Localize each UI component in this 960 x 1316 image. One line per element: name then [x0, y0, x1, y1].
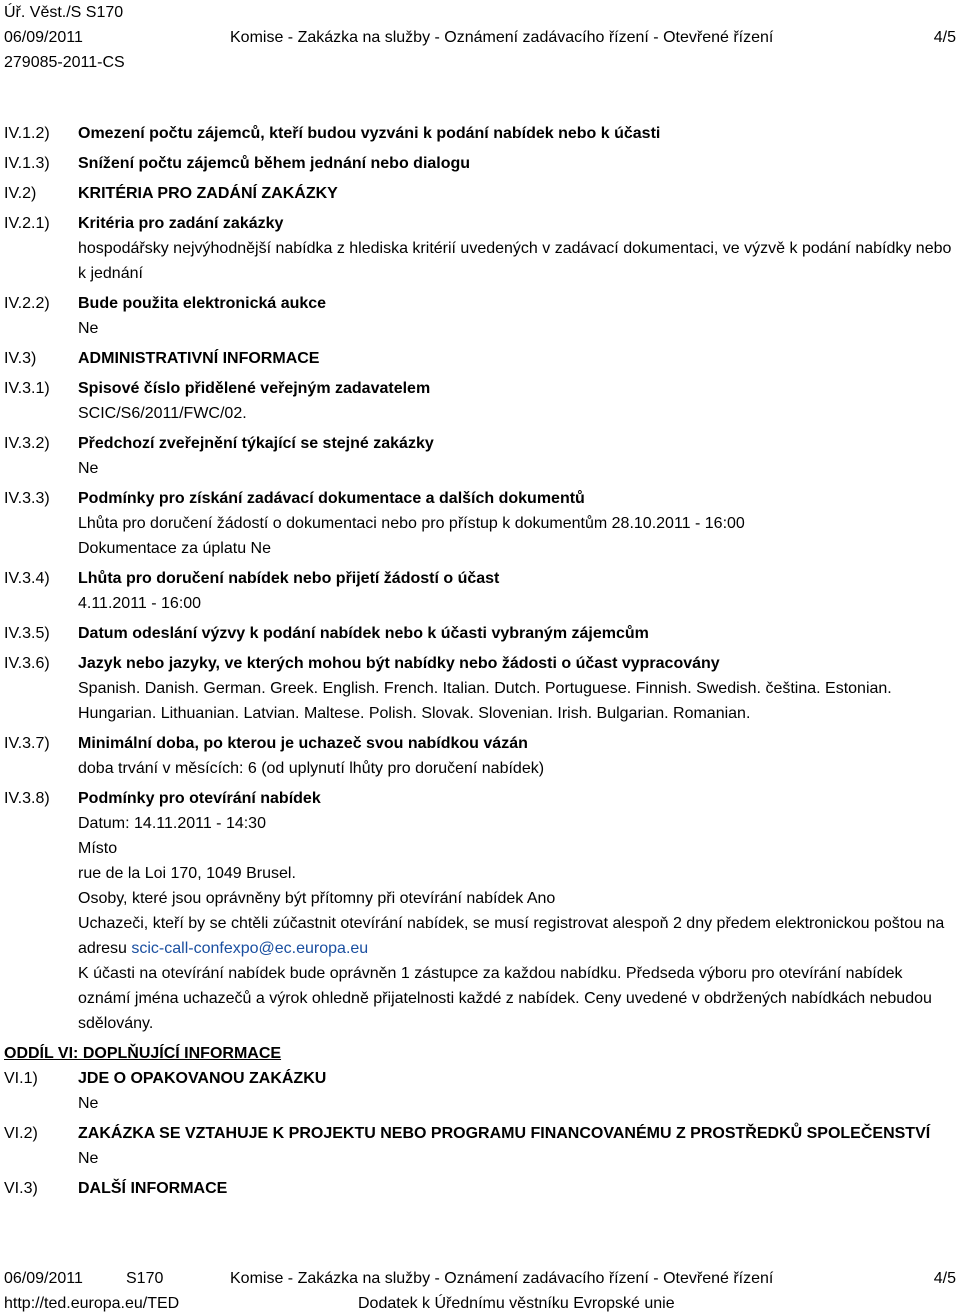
- opening-date: Datum: 14.11.2011 - 14:30: [78, 815, 266, 832]
- section-item: [4, 486, 956, 561]
- header-date: 06/09/2011: [4, 29, 83, 46]
- section-title: Předchozí zveřejnění týkající se stejné zakázky: [78, 435, 434, 452]
- section-number: VI.2): [4, 1125, 38, 1142]
- section-body: Dokumentace za úplatu Ne: [78, 540, 271, 557]
- section-title: Omezení počtu zájemců, kteří budou vyzváni k podání nabídek nebo k účasti: [78, 125, 661, 142]
- section-number: IV.1.3): [4, 155, 50, 172]
- section-number: IV.3.6): [4, 655, 50, 672]
- section-number: VI.3): [4, 1180, 38, 1197]
- section-item: [4, 651, 956, 726]
- section-item: [4, 346, 956, 371]
- section-vi-title: ODDÍL VI: DOPLŇUJÍCÍ INFORMACE: [4, 1045, 282, 1062]
- section-number: IV.3.5): [4, 625, 50, 642]
- section-number: IV.1.2): [4, 125, 50, 142]
- section-item: [4, 291, 956, 341]
- section-title: Minimální doba, po kterou je uchazeč svou nabídkou vázán: [78, 735, 528, 752]
- footer-url[interactable]: http://ted.europa.eu/TED: [4, 1295, 180, 1312]
- section-body: Ne: [78, 1150, 99, 1167]
- section-number: IV.2): [4, 185, 37, 202]
- section-item: [4, 621, 956, 646]
- section-item: [4, 151, 956, 176]
- persons-allowed: Osoby, které jsou oprávněny být přítomny při otevírání nabídek Ano: [78, 890, 556, 907]
- section-title: Datum odeslání výzvy k podání nabídek nebo k účasti vybraným zájemcům: [78, 625, 649, 642]
- place-address: rue de la Loi 170, 1049 Brusel.: [78, 865, 296, 882]
- section-title: Bude použita elektronická aukce: [78, 295, 327, 312]
- journal-ref: Úř. Věst./S S170: [4, 4, 124, 21]
- section-body: Spanish. Danish. German. Greek. English. French. Italian. Dutch. Portuguese. Finnish. Swedish. čeština. Estonian. Hungarian. Lithuanian. Latvian. Maltese. Polish. Slovak. Slovenian. Irish. Bulgarian. Romanian.: [78, 680, 892, 722]
- section-body: Lhůta pro doručení žádostí o dokumentaci nebo pro přístup k dokumentům 28.10.2011 - 16:00: [78, 515, 745, 532]
- section-vi-item: [4, 1121, 956, 1171]
- footer-date: 06/09/2011: [4, 1270, 83, 1287]
- section-item: [4, 211, 956, 286]
- section-title: Podmínky pro získání zadávací dokumentace a dalších dokumentů: [78, 490, 585, 507]
- footer-page-number: 4/5: [933, 1270, 956, 1287]
- section-title: Lhůta pro doručení nabídek nebo přijetí žádostí o účast: [78, 570, 500, 587]
- section-vi-item: [4, 1066, 956, 1116]
- email-link[interactable]: scic-call-confexpo@ec.europa.eu: [131, 940, 369, 957]
- page-footer: [4, 1266, 956, 1316]
- section-number: IV.3.3): [4, 490, 50, 507]
- section-body: SCIC/S6/2011/FWC/02.: [78, 405, 247, 422]
- registration-text: Uchazeči, kteří by se chtěli zúčastnit otevírání nabídek, se musí registrovat alespoň 2 dny předem elektronickou poštou na adresu: [78, 915, 945, 957]
- document-body: [4, 121, 956, 1206]
- footer-title: Komise - Zakázka na služby - Oznámení zadávacího řízení - Otevřené řízení: [230, 1270, 774, 1287]
- section-item: [4, 566, 956, 616]
- notice-id: 279085-2011-CS: [4, 54, 125, 71]
- place-label: Místo: [78, 840, 118, 857]
- header-page-number: 4/5: [933, 29, 956, 46]
- section-item: [4, 181, 956, 206]
- section-title: ZAKÁZKA SE VZTAHUJE K PROJEKTU NEBO PROGRAMU FINANCOVANÉMU Z PROSTŘEDKŮ SPOLEČENSTVÍ: [78, 1125, 931, 1142]
- section-title: Spisové číslo přidělené veřejným zadavatelem: [78, 380, 431, 397]
- section-item: [4, 431, 956, 481]
- section-item: [4, 731, 956, 781]
- section-body: doba trvání v měsících: 6 (od uplynutí lhůty pro doručení nabídek): [78, 760, 545, 777]
- section-title: Kritéria pro zadání zakázky: [78, 215, 284, 232]
- section-body: Ne: [78, 1095, 99, 1112]
- footer-code: S170: [126, 1270, 164, 1287]
- section-title: Jazyk nebo jazyky, ve kterých mohou být nabídky nebo žádosti o účast vypracovány: [78, 655, 720, 672]
- section-item: [4, 121, 956, 146]
- section-number: IV.3.4): [4, 570, 50, 587]
- page-header: [4, 0, 956, 75]
- section-number: IV.3): [4, 350, 37, 367]
- section-list: [4, 121, 956, 781]
- section-vi-item: [4, 1176, 956, 1201]
- section-body: hospodářsky nejvýhodnější nabídka z hlediska kritérií uvedených v zadávací dokumentaci, ve výzvě k podání nabídky nebo k jednání: [78, 240, 952, 282]
- section-body: Ne: [78, 320, 99, 337]
- section-vi-list: [4, 1066, 956, 1201]
- section-body: Ne: [78, 460, 99, 477]
- section-title: Podmínky pro otevírání nabídek: [78, 790, 321, 807]
- attendance-info: K účasti na otevírání nabídek bude oprávněn 1 zástupce za každou nabídku. Předseda výboru pro otevírání nabídek oznámí jména uchazečů a výrok ohledně přijatelnosti každé z nabídek. Ceny uvedené v obdržených nabídkách nebudou sdělovány.: [78, 965, 932, 1032]
- footer-subtitle: Dodatek k Úřednímu věstníku Evropské unie: [358, 1295, 675, 1312]
- section-body: 4.11.2011 - 16:00: [78, 595, 202, 612]
- section-number: IV.3.2): [4, 435, 50, 452]
- section-number: IV.3.7): [4, 735, 50, 752]
- header-title: Komise - Zakázka na služby - Oznámení zadávacího řízení - Otevřené řízení: [230, 29, 774, 46]
- section-title: ADMINISTRATIVNÍ INFORMACE: [78, 350, 320, 367]
- section-title: JDE O OPAKOVANOU ZAKÁZKU: [78, 1070, 327, 1087]
- section-number: IV.3.8): [4, 790, 50, 807]
- section-number: IV.2.2): [4, 295, 50, 312]
- section-number: IV.3.1): [4, 380, 50, 397]
- section-title: DALŠÍ INFORMACE: [78, 1180, 228, 1197]
- registration-info: [78, 911, 956, 961]
- section-item: [4, 376, 956, 426]
- section-title: KRITÉRIA PRO ZADÁNÍ ZAKÁZKY: [78, 185, 338, 202]
- section-title: Snížení počtu zájemců během jednání nebo dialogu: [78, 155, 471, 172]
- section-number: IV.2.1): [4, 215, 50, 232]
- section-iv-3-8: [4, 786, 956, 1036]
- section-number: VI.1): [4, 1070, 38, 1087]
